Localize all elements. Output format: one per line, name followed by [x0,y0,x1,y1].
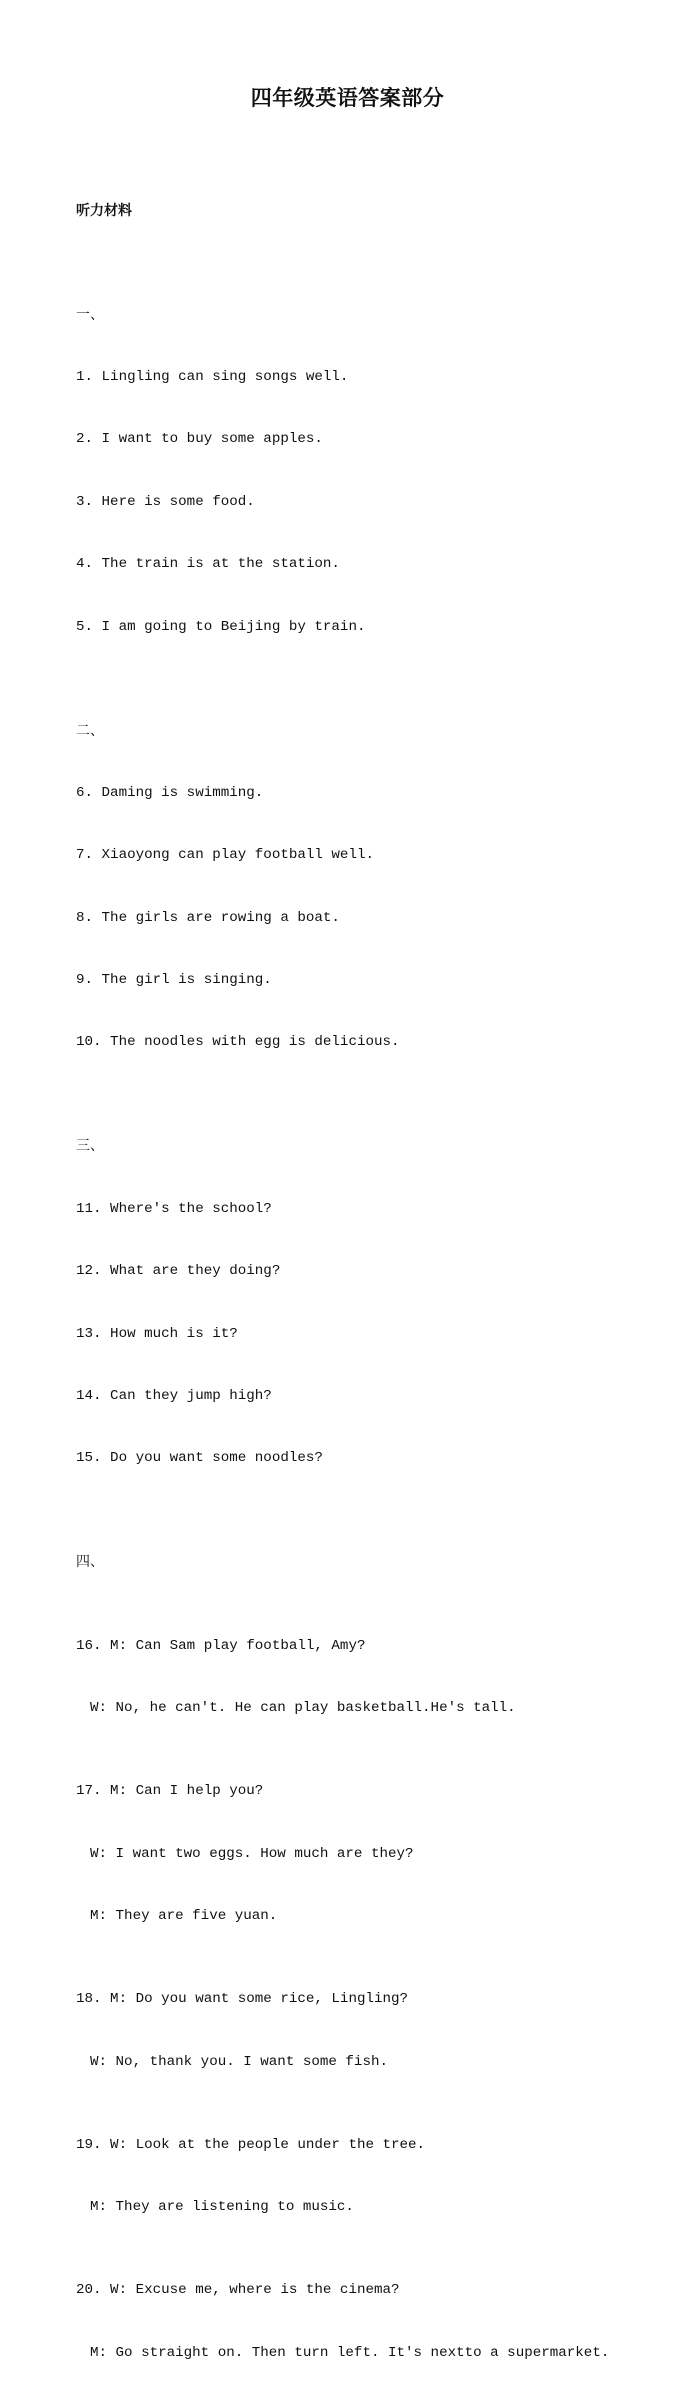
list-item: 1. Lingling can sing songs well. [76,368,349,385]
list-item: 5. I am going to Beijing by train. [76,618,366,635]
dialogue-reply: W: No, thank you. I want some fish. [90,2053,388,2070]
section-heading: 听力材料 [76,202,132,219]
list-item: 9. The girl is singing. [76,972,272,989]
list-item: 15. Do you want some noodles? [76,1450,323,1467]
list-item: 4. The train is at the station. [76,556,340,573]
page-title: 四年级英语答案部分 [250,85,445,110]
dialogue-reply: W: No, he can't. He can play basketball.He's tall. [90,1699,516,1716]
list-item: 3. Here is some food. [76,493,255,510]
section-label-3: 三、 [76,1138,104,1155]
dialogue-reply: W: I want two eggs. How much are they? [90,1845,414,1862]
dialogue-line: 20. W: Excuse me, where is the cinema? [76,2282,400,2299]
list-item: 10. The noodles with egg is delicious. [76,1034,400,1051]
section-label-4: 四、 [76,1554,104,1571]
list-item: 7. Xiaoyong can play football well. [76,847,374,864]
list-item: 2. I want to buy some apples. [76,431,323,448]
list-item: 11. Where's the school? [76,1200,272,1217]
dialogue-reply: M: Go straight on. Then turn left. It's nextto a supermarket. [90,2344,610,2361]
dialogue-line: 18. M: Do you want some rice, Lingling? [76,1991,409,2008]
list-item: 13. How much is it? [76,1325,238,1342]
list-item: 6. Daming is swimming. [76,784,264,801]
listening-material [76,159,676,2405]
dialogue-line: 16. M: Can Sam play football, Amy? [76,1637,366,1654]
dialogue-line: 17. M: Can I help you? [76,1783,264,1800]
dialogue-reply: M: They are listening to music. [90,2199,354,2216]
dialogue-reply: M: They are five yuan. [90,1907,278,1924]
section-label-2: 二、 [76,722,104,739]
list-item: 14. Can they jump high? [76,1388,272,1405]
dialogue-line: 19. W: Look at the people under the tree. [76,2136,426,2153]
list-item: 12. What are they doing? [76,1263,281,1280]
section-label-1: 一、 [76,306,104,323]
list-item: 8. The girls are rowing a boat. [76,909,340,926]
